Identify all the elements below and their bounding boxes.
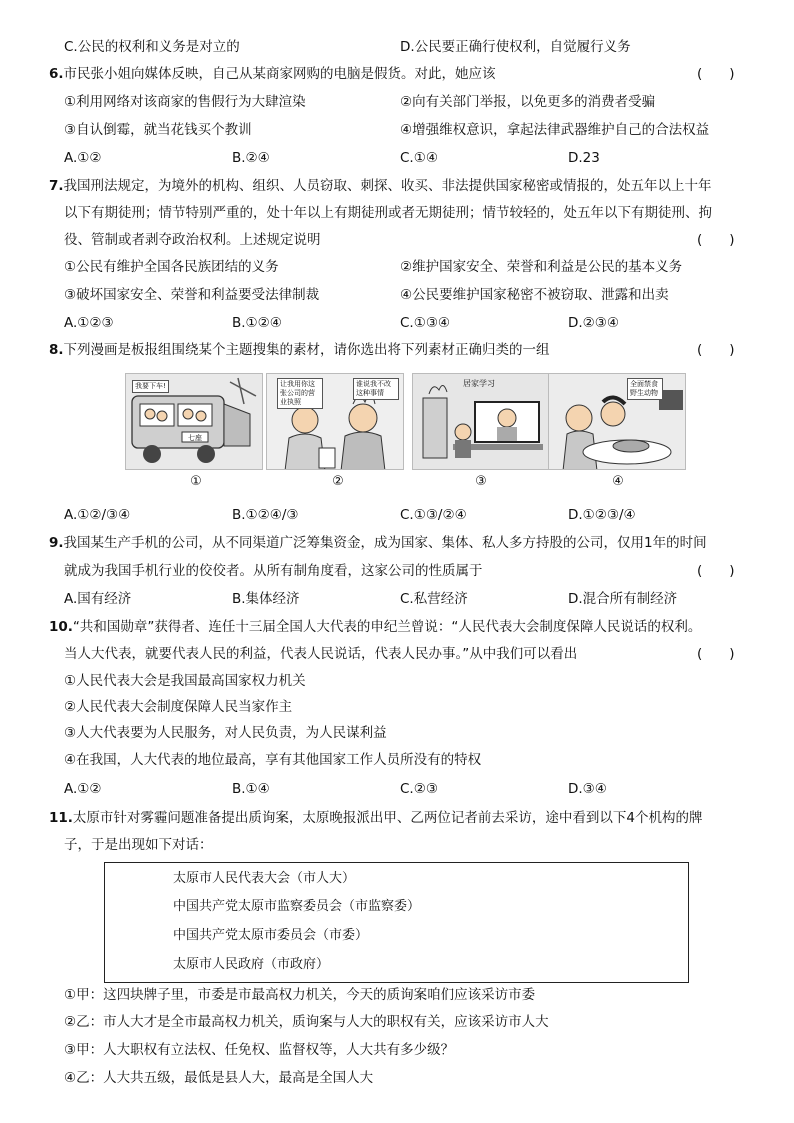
van-sign: 七座 xyxy=(188,434,202,442)
dining-illustration xyxy=(549,374,686,470)
sign-2: 中国共产党太原市监察委员会（市监察委） xyxy=(173,899,421,914)
caption-1: ① xyxy=(190,474,202,489)
option-d: D.②③④ xyxy=(568,315,619,331)
option-d: D.③④ xyxy=(568,781,607,797)
question-stem-line2: 就成为我国手机行业的佼佼者。从所有制角度看，这家公司的性质属于 xyxy=(64,563,483,579)
speech-bubble: 我要下车! xyxy=(132,380,169,393)
question-number: 11. xyxy=(49,810,73,826)
institution-signs-box xyxy=(104,862,689,983)
option-b: B.②④ xyxy=(232,150,270,166)
question-stem-line1: “共和国勋章”获得者、连任十三届全国人大代表的申纪兰曾说：“人民代表大会制度保障人民说话的权利。 xyxy=(72,619,702,635)
question-number: 9. xyxy=(49,535,64,551)
answer-bracket: ( ) xyxy=(697,342,735,358)
option-a: A.①②/③④ xyxy=(64,507,131,523)
statement-1: ①利用网络对该商家的售假行为大肆渲染 xyxy=(64,94,306,110)
option-c: C.②③ xyxy=(400,781,438,797)
option-d: D.混合所有制经济 xyxy=(568,591,678,607)
option-d: D.公民要正确行使权利，自觉履行义务 xyxy=(400,39,631,55)
option-a: A.国有经济 xyxy=(64,591,132,607)
caption-3: ③ xyxy=(475,474,487,489)
question-8 xyxy=(49,340,550,360)
question-10 xyxy=(49,617,701,637)
option-c: C.①③/②④ xyxy=(400,507,467,523)
question-stem-line3: 役、管制或者剥夺政治权利。上述规定说明 xyxy=(64,232,321,248)
statement-3: ③破坏国家安全、荣誉和利益要受法律制裁 xyxy=(64,287,320,303)
option-b: B.①④ xyxy=(232,781,270,797)
question-6 xyxy=(49,64,496,84)
question-stem: 下列漫画是板报组围绕某个主题搜集的素材，请你选出将下列素材正确归类的一组 xyxy=(63,342,550,358)
comic-1-overloaded-van xyxy=(125,373,263,470)
question-number: 10. xyxy=(49,619,73,635)
option-d: D.23 xyxy=(568,150,600,166)
question-number: 8. xyxy=(49,342,64,358)
sign-4: 太原市人民政府（市政府） xyxy=(173,957,330,972)
statement-1: ①公民有维护全国各民族团结的义务 xyxy=(64,259,279,275)
option-d: D.①②③/④ xyxy=(568,507,636,523)
answer-bracket: ( ) xyxy=(697,66,735,82)
statement-2: ②维护国家安全、荣誉和利益是公民的基本义务 xyxy=(400,259,683,275)
question-stem-line2: 子，于是出现如下对话： xyxy=(64,837,213,853)
answer-bracket: ( ) xyxy=(697,232,735,248)
question-stem-line1: 我国某生产手机的公司，从不同渠道广泛筹集资金，成为国家、集体、私人多方持股的公司，仅用1年的时间 xyxy=(63,535,707,551)
option-b: B.集体经济 xyxy=(232,591,300,607)
dialogue-4: ④乙：人大共五级，最低是县人大，最高是全国人大 xyxy=(64,1070,374,1086)
question-stem-line1: 太原市针对雾霾问题准备提出质询案，太原晚报派出甲、乙两位记者前去采访，途中看到以下4个机构的牌 xyxy=(72,810,703,826)
option-c: C.私营经济 xyxy=(400,591,468,607)
statement-4: ④增强维权意识，拿起法律武器维护自己的合法权益 xyxy=(400,122,710,138)
statement-3: ③自认倒霉，就当花钱买个教训 xyxy=(64,122,252,138)
dialogue-3: ③甲：人大职权有立法权、任免权、监督权等，人大共有多少级？ xyxy=(64,1042,455,1058)
question-7 xyxy=(49,176,712,196)
option-a: A.①② xyxy=(64,781,102,797)
sign-3: 中国共产党太原市委员会（市委） xyxy=(173,928,369,943)
question-number: 7. xyxy=(49,178,64,194)
sign-1: 太原市人民代表大会（市人大） xyxy=(173,871,356,886)
option-a: A.①② xyxy=(64,150,102,166)
statement-4: ④公民要维护国家秘密不被窃取、泄露和出卖 xyxy=(400,287,669,303)
comic-label: 居家学习 xyxy=(463,379,495,388)
question-11 xyxy=(49,808,703,828)
question-stem: 市民张小姐向媒体反映，自己从某商家网购的电脑是假货。对此，她应该 xyxy=(63,66,496,82)
option-c: C.①③④ xyxy=(400,315,451,331)
answer-bracket: ( ) xyxy=(697,646,735,662)
comic-3-home-study xyxy=(412,373,550,470)
wildlife-ban-sign: 全面禁食野生动物 xyxy=(627,378,663,400)
comic-4-wildlife-ban xyxy=(548,373,686,470)
option-b: B.①②④ xyxy=(232,315,282,331)
question-stem-line1: 我国刑法规定，为境外的机构、组织、人员窃取、刺探、收买、非法提供国家秘密或情报的，处五年以上十年 xyxy=(63,178,712,194)
speech-bubble-left: 让我用你这张公司的营业执照 xyxy=(277,378,323,409)
question-number: 6. xyxy=(49,66,64,82)
answer-bracket: ( ) xyxy=(697,563,735,579)
speech-bubble-right: 谁说我不改这种事情 xyxy=(353,378,399,400)
dialogue-1: ①甲：这四块牌子里，市委是市最高权力机关，今天的质询案咱们应该采访市委 xyxy=(64,987,536,1003)
question-stem-line2: 以下有期徒刑；情节特别严重的，处十年以上有期徒刑或者无期徒刑；情节较轻的，处五年以下有期徒刑、拘 xyxy=(64,205,712,221)
statement-3: ③人大代表要为人民服务，对人民负责，为人民谋利益 xyxy=(64,725,387,741)
question-stem-line2: 当人大代表，就要代表人民的利益，代表人民说话，代表人民办事。”从中我们可以看出 xyxy=(64,646,578,662)
option-a: A.①②③ xyxy=(64,315,114,331)
statement-4: ④在我国，人大代表的地位最高，享有其他国家工作人员所没有的特权 xyxy=(64,752,482,768)
dialogue-2: ②乙：市人大才是全市最高权力机关，质询案与人大的职权有关，应该采访市人大 xyxy=(64,1014,549,1030)
question-9 xyxy=(49,533,707,553)
statement-2: ②向有关部门举报，以免更多的消费者受骗 xyxy=(400,94,656,110)
option-b: B.①②④/③ xyxy=(232,507,299,523)
caption-2: ② xyxy=(332,474,344,489)
statement-2: ②人民代表大会制度保障人民当家作主 xyxy=(64,699,293,715)
option-c: C.①④ xyxy=(400,150,438,166)
caption-4: ④ xyxy=(612,474,624,489)
option-c: C.公民的权利和义务是对立的 xyxy=(64,39,240,55)
statement-1: ①人民代表大会是我国最高国家权力机关 xyxy=(64,673,306,689)
comic-2-license-lending xyxy=(266,373,404,470)
